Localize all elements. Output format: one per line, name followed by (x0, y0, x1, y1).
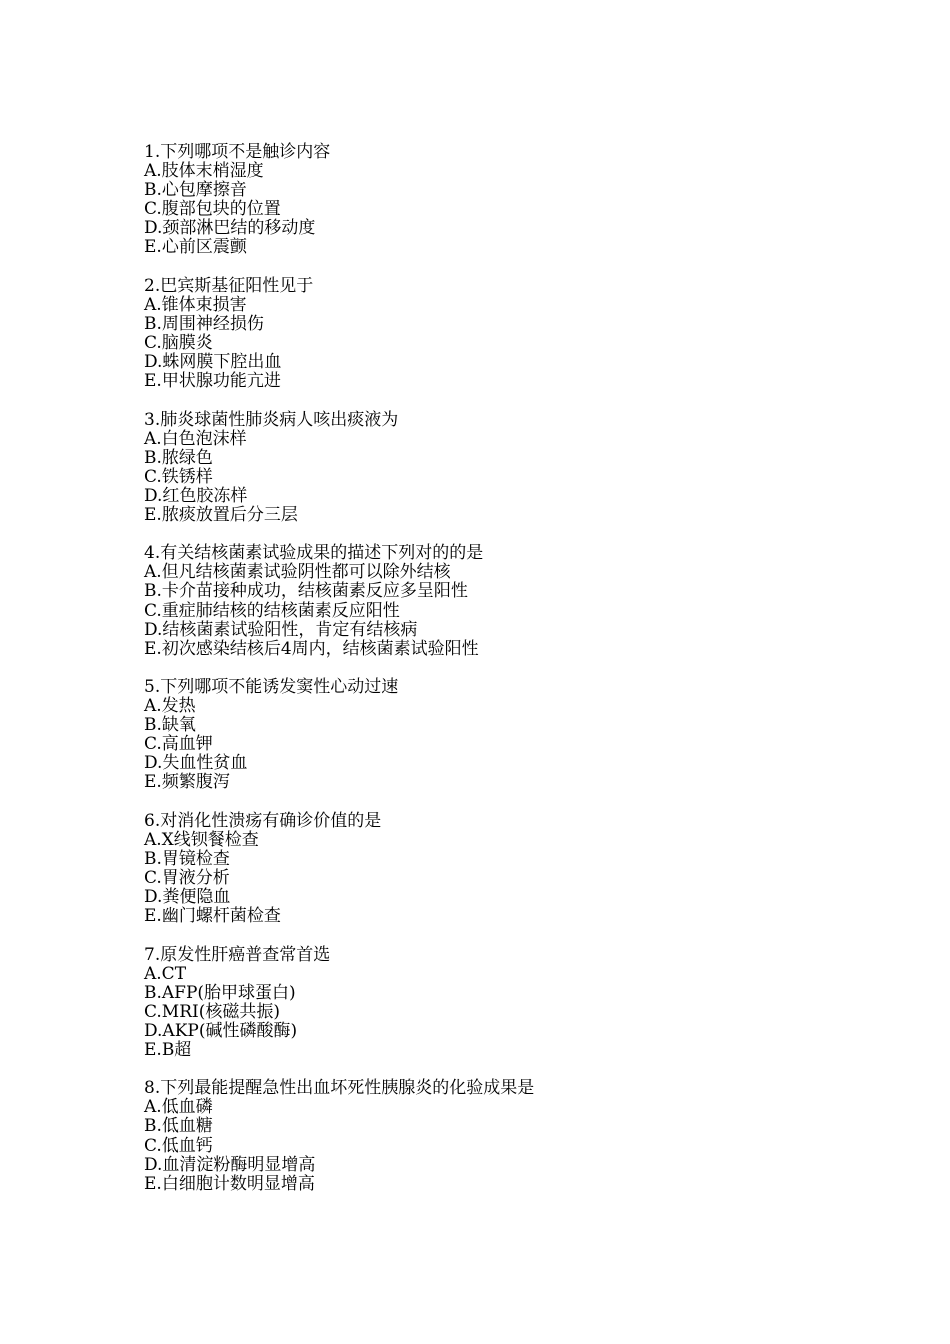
question-stem: 3.肺炎球菌性肺炎病人咳出痰液为 (144, 409, 399, 430)
option-a: A.发热 (144, 696, 196, 717)
option-b: B.周围神经损伤 (144, 313, 264, 334)
option-b: B.脓绿色 (144, 447, 213, 468)
option-b: B.卡介苗接种成功，结核菌素反应多呈阳性 (144, 581, 468, 602)
option-c: C.高血钾 (144, 734, 213, 755)
option-b: B.胃镜检查 (144, 848, 230, 869)
question-2 (144, 277, 844, 392)
option-d: D.结核菌素试验阳性，肯定有结核病 (144, 619, 418, 640)
option-b: B.心包摩擦音 (144, 180, 247, 201)
option-d: D.颈部淋巴结的移动度 (144, 218, 316, 239)
option-e: E.心前区震颤 (144, 237, 247, 258)
option-e: E.白细胞计数明显增高 (144, 1173, 315, 1194)
option-a: A.X线钡餐检查 (144, 829, 259, 850)
option-c: C.脑膜炎 (144, 333, 213, 354)
option-a: A.锥体束损害 (144, 294, 247, 315)
question-3 (144, 411, 844, 526)
question-5 (144, 678, 844, 793)
option-c: C.MRI(核磁共振) (144, 1001, 280, 1022)
option-e: E.幽门螺杆菌检查 (144, 906, 281, 927)
option-c: C.重症肺结核的结核菌素反应阳性 (144, 600, 400, 621)
question-stem: 2.巴宾斯基征阳性见于 (144, 275, 314, 296)
question-4 (144, 544, 844, 659)
option-d: D.蛛网膜下腔出血 (144, 352, 282, 373)
option-d: D.失血性贫血 (144, 753, 248, 774)
option-c: C.低血钙 (144, 1135, 213, 1156)
question-stem: 8.下列最能提醒急性出血坏死性胰腺炎的化验成果是 (144, 1078, 535, 1099)
option-a: A.CT (144, 963, 187, 984)
option-e: E.频繁腹泻 (144, 772, 230, 793)
question-stem: 5.下列哪项不能诱发窦性心动过速 (144, 677, 399, 697)
option-d: D.红色胶冻样 (144, 485, 248, 506)
question-stem: 6.对消化性溃疡有确诊价值的是 (144, 810, 382, 831)
question-stem: 7.原发性肝癌普查常首选 (144, 944, 331, 965)
option-a: A.但凡结核菌素试验阴性都可以除外结核 (144, 562, 451, 583)
question-list (144, 143, 844, 1213)
option-a: A.白色泡沫样 (144, 428, 247, 449)
option-e: E.脓痰放置后分三层 (144, 504, 298, 525)
option-a: A.肢体末梢湿度 (144, 161, 264, 182)
option-e: E.B超 (144, 1039, 192, 1060)
question-stem: 1.下列哪项不是触诊内容 (144, 142, 331, 162)
option-c: C.腹部包块的位置 (144, 199, 281, 220)
question-7 (144, 946, 844, 1061)
question-8 (144, 1079, 844, 1194)
question-stem: 4.有关结核菌素试验成果的描述下列对的的是 (144, 543, 484, 564)
option-d: D.血清淀粉酶明显增高 (144, 1154, 316, 1175)
option-c: C.胃液分析 (144, 868, 230, 889)
option-b: B.低血糖 (144, 1116, 213, 1137)
option-d: D.粪便隐血 (144, 887, 231, 908)
option-e: E.甲状腺功能亢进 (144, 371, 281, 392)
question-1 (144, 143, 844, 258)
option-b: B.AFP(胎甲球蛋白) (144, 982, 296, 1003)
option-c: C.铁锈样 (144, 466, 213, 487)
question-6 (144, 812, 844, 927)
option-e: E.初次感染结核后4周内，结核菌素试验阳性 (144, 638, 479, 659)
option-d: D.AKP(碱性磷酸酶) (144, 1020, 298, 1041)
option-a: A.低血磷 (144, 1097, 213, 1118)
option-b: B.缺氧 (144, 715, 196, 736)
